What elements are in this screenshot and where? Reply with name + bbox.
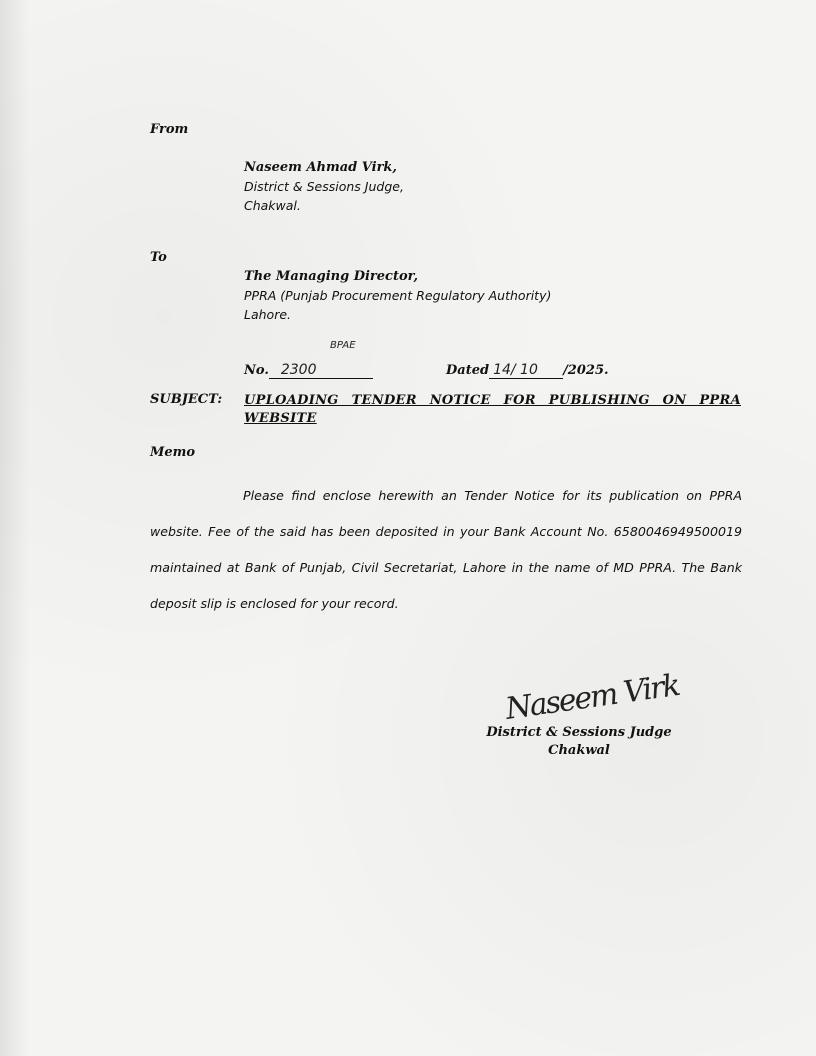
date-day: 14/ — [493, 362, 516, 378]
handwritten-signature: Naseem Virk — [503, 668, 681, 727]
sender-city: Chakwal. — [244, 198, 301, 213]
no-value: 2300 — [269, 362, 373, 379]
subject-label: SUBJECT: — [150, 392, 223, 407]
memo-label: Memo — [150, 445, 196, 460]
sender-block — [244, 158, 404, 215]
no-annotation: BPAE — [330, 340, 356, 351]
to-label: To — [150, 250, 167, 265]
reference-date — [446, 362, 609, 379]
recipient-title: The Managing Director, — [244, 269, 419, 284]
recipient-org: PPRA (Punjab Procurement Regulatory Authority) — [244, 288, 552, 303]
signatory-title: District & Sessions Judge — [486, 725, 672, 740]
memo-body: Please find enclose herewith an Tender Notice for its publication on PPRA website. Fee of the said has been deposited in your Bank Account No. 6580046949500019 maintained at Bank of Punjab, Civil Secretariat, Lahore in the name of MD PPRA. The Bank deposit slip is enclosed for your record. — [150, 488, 742, 611]
recipient-city: Lahore. — [244, 307, 291, 322]
recipient-block — [244, 267, 551, 324]
signature-block — [474, 724, 684, 760]
scan-edge-shadow — [0, 0, 30, 1056]
date-year: /2025. — [563, 363, 609, 378]
sender-designation: District & Sessions Judge, — [244, 179, 404, 194]
subject-text: UPLOADING TENDER NOTICE FOR PUBLISHING ON PPRA WEBSITE — [244, 393, 741, 426]
date-handwritten — [489, 362, 563, 379]
signatory-city: Chakwal — [548, 743, 610, 758]
from-label: From — [150, 122, 189, 137]
dated-label: Dated — [446, 363, 490, 378]
reference-number — [244, 362, 373, 379]
sender-name: Naseem Ahmad Virk, — [244, 160, 397, 175]
no-label: No. — [244, 363, 269, 378]
date-month: 10 — [520, 362, 538, 378]
